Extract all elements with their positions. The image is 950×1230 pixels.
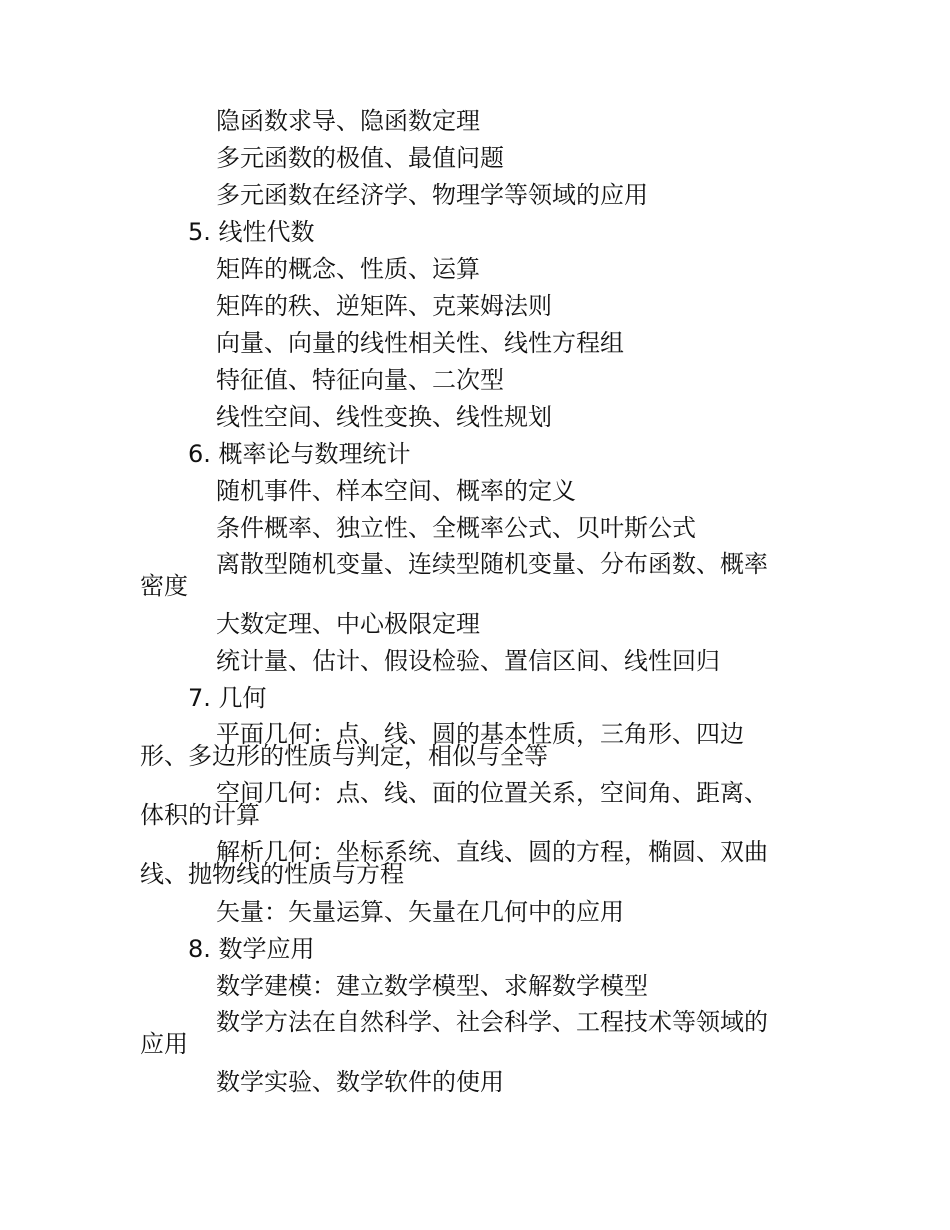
- list-item: 矩阵的秩、逆矩阵、克莱姆法则: [216, 292, 552, 320]
- list-item: 多元函数在经济学、物理学等领域的应用: [216, 181, 648, 209]
- section-heading: 7. 几何: [188, 684, 267, 712]
- list-item: 随机事件、样本空间、概率的定义: [216, 477, 576, 505]
- outline-content: [140, 103, 790, 1101]
- section-heading: 6. 概率论与数理统计: [188, 440, 411, 468]
- list-item: 线性空间、线性变换、线性规划: [216, 403, 552, 431]
- list-item: 数学实验、数学软件的使用: [216, 1068, 504, 1096]
- section-heading: 8. 数学应用: [188, 935, 315, 963]
- list-item: 矢量：矢量运算、矢量在几何中的应用: [216, 898, 624, 926]
- list-item: 向量、向量的线性相关性、线性方程组: [216, 329, 624, 357]
- list-item: 平面几何：点、线、圆的基本性质，三角形、四边形、多边形的性质与判定，相似与全等: [140, 720, 744, 770]
- list-item: 隐函数求导、隐函数定理: [216, 107, 480, 135]
- list-item: 数学建模：建立数学模型、求解数学模型: [216, 972, 648, 1000]
- list-item: 矩阵的概念、性质、运算: [216, 255, 480, 283]
- list-item: 数学方法在自然科学、社会科学、工程技术等领域的应用: [140, 1008, 768, 1058]
- list-item: 解析几何：坐标系统、直线、圆的方程，椭圆、双曲线、抛物线的性质与方程: [140, 838, 768, 888]
- list-item: 多元函数的极值、最值问题: [216, 144, 504, 172]
- list-item: 特征值、特征向量、二次型: [216, 366, 504, 394]
- section-heading: 5. 线性代数: [188, 218, 315, 246]
- list-item: 统计量、估计、假设检验、置信区间、线性回归: [216, 647, 720, 675]
- list-item: 条件概率、独立性、全概率公式、贝叶斯公式: [216, 514, 696, 542]
- list-item: 大数定理、中心极限定理: [216, 610, 480, 638]
- list-item: 离散型随机变量、连续型随机变量、分布函数、概率密度: [140, 550, 768, 600]
- list-item: 空间几何：点、线、面的位置关系，空间角、距离、体积的计算: [140, 779, 768, 829]
